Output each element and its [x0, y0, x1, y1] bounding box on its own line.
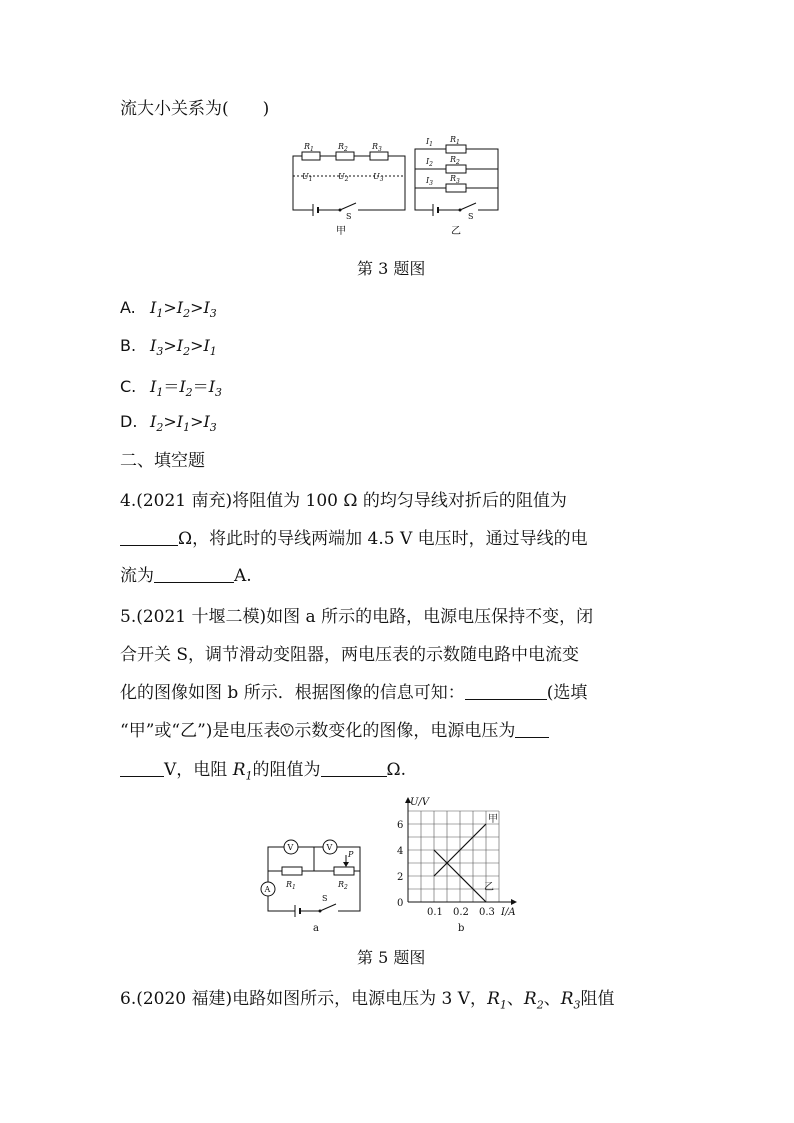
x-tick-label: 0.2: [453, 907, 469, 918]
q4-line2: Ω，将此时的导线两端加 4.5 V 电压时，通过导线的电: [120, 527, 588, 551]
fig-a-label: a: [313, 923, 319, 934]
fig-yi-label: 乙: [451, 226, 461, 237]
svg-text:V: V: [283, 726, 291, 737]
svg-text:U1: $U_1$: [302, 172, 313, 183]
q4-line1: 4.(2021 南充)将阻值为 100 Ω 的均匀导线对折后的阻值为: [120, 491, 567, 511]
svg-text:S: S: [322, 894, 328, 903]
q3-option-a: A. $I_1>I_2>I_3$: [120, 298, 217, 321]
svg-text:P: P: [348, 850, 354, 859]
q5-line5: V，电阻 $R_1$的阻值为 Ω.: [120, 758, 406, 788]
answer-blank[interactable]: [465, 683, 547, 700]
svg-text:A: A: [264, 885, 271, 894]
svg-text:I3: $I_3$: [426, 176, 433, 187]
q3-option-d: D. $I_2>I_1>I_3$: [120, 412, 217, 435]
q4-line3: 流为 A.: [120, 566, 252, 586]
x-axis-arrow: [511, 899, 517, 905]
svg-text:R1: $R_1$: [286, 880, 296, 891]
x-tick-label: 0.1: [427, 907, 443, 918]
svg-text:R3: $R_3$: [372, 142, 382, 153]
svg-text:I2: $I_2$: [426, 157, 433, 168]
option-letter: D.: [120, 412, 138, 431]
svg-text:I1: $I_1$: [426, 137, 433, 148]
voltmeter-icon: [280, 723, 294, 737]
y-axis-label: U/V: [410, 797, 430, 808]
y-tick-label: 4: [397, 846, 404, 857]
q5-ui-graph: [376, 790, 536, 935]
q5-line3: 化的图像如图 b 所示．根据图像的信息可知： (选填: [120, 683, 588, 703]
svg-text:R1: $R_1$: [450, 135, 460, 146]
answer-blank[interactable]: [120, 529, 178, 546]
svg-text:V: V: [326, 843, 333, 852]
svg-text:V: V: [287, 843, 294, 852]
svg-text:R2: $R_2$: [450, 155, 460, 166]
svg-text:R3: $R_3$: [450, 174, 460, 185]
fig-b-label: b: [458, 923, 465, 934]
q3-intro: 流大小关系为( ): [120, 99, 270, 119]
series-label: 乙: [484, 882, 494, 893]
answer-blank[interactable]: [154, 566, 234, 583]
svg-text:R1: $R_1$: [304, 142, 314, 153]
svg-text:S: S: [346, 212, 352, 221]
q5-line1: 5.(2021 十堰二模)如图 a 所示的电路，电源电压保持不变，闭: [120, 607, 594, 627]
q3-option-c: C. $I_1=I_2=I_3$: [120, 377, 223, 400]
q5-line2: 合开关 S，调节滑动变阻器，两电压表的示数随电路中电流变: [120, 645, 580, 665]
q6-line1: 6.(2020 福建)电路如图所示，电源电压为 3 V，$R_1$、$R_2$、$R_3$阻值: [120, 989, 615, 1012]
answer-blank[interactable]: [120, 760, 164, 777]
answer-blank[interactable]: [321, 760, 387, 777]
fig-jia-label: 甲: [336, 226, 346, 237]
option-letter: B.: [120, 336, 137, 355]
y-tick-label: 0: [397, 898, 404, 909]
svg-text:U3: $U_3$: [373, 172, 384, 183]
option-letter: A.: [120, 298, 136, 317]
q3-option-b: B. $I_3>I_2>I_1$: [120, 336, 217, 359]
x-tick-label: 0.3: [479, 907, 495, 918]
svg-text:R2: $R_2$: [338, 880, 348, 891]
q3-circuit-figure: [288, 130, 508, 240]
answer-blank[interactable]: [515, 721, 549, 738]
y-tick-label: 6: [397, 820, 404, 831]
q5-circuit-figure-a: [258, 835, 368, 935]
svg-text:S: S: [468, 212, 474, 221]
x-axis-label: I/A: [501, 907, 516, 918]
q5-caption: 第 5 题图: [357, 948, 426, 967]
svg-text:R2: $R_2$: [338, 142, 348, 153]
y-tick-label: 2: [397, 872, 404, 883]
svg-text:U2: $U_2$: [338, 172, 349, 183]
q3-caption: 第 3 题图: [357, 259, 426, 278]
section-title: 二、填空题: [120, 451, 205, 471]
option-letter: C.: [120, 377, 137, 396]
q5-line4: “甲”或“乙”)是电压表 V 示数变化的图像，电源电压为: [120, 719, 549, 743]
series-label: 甲: [488, 814, 498, 825]
